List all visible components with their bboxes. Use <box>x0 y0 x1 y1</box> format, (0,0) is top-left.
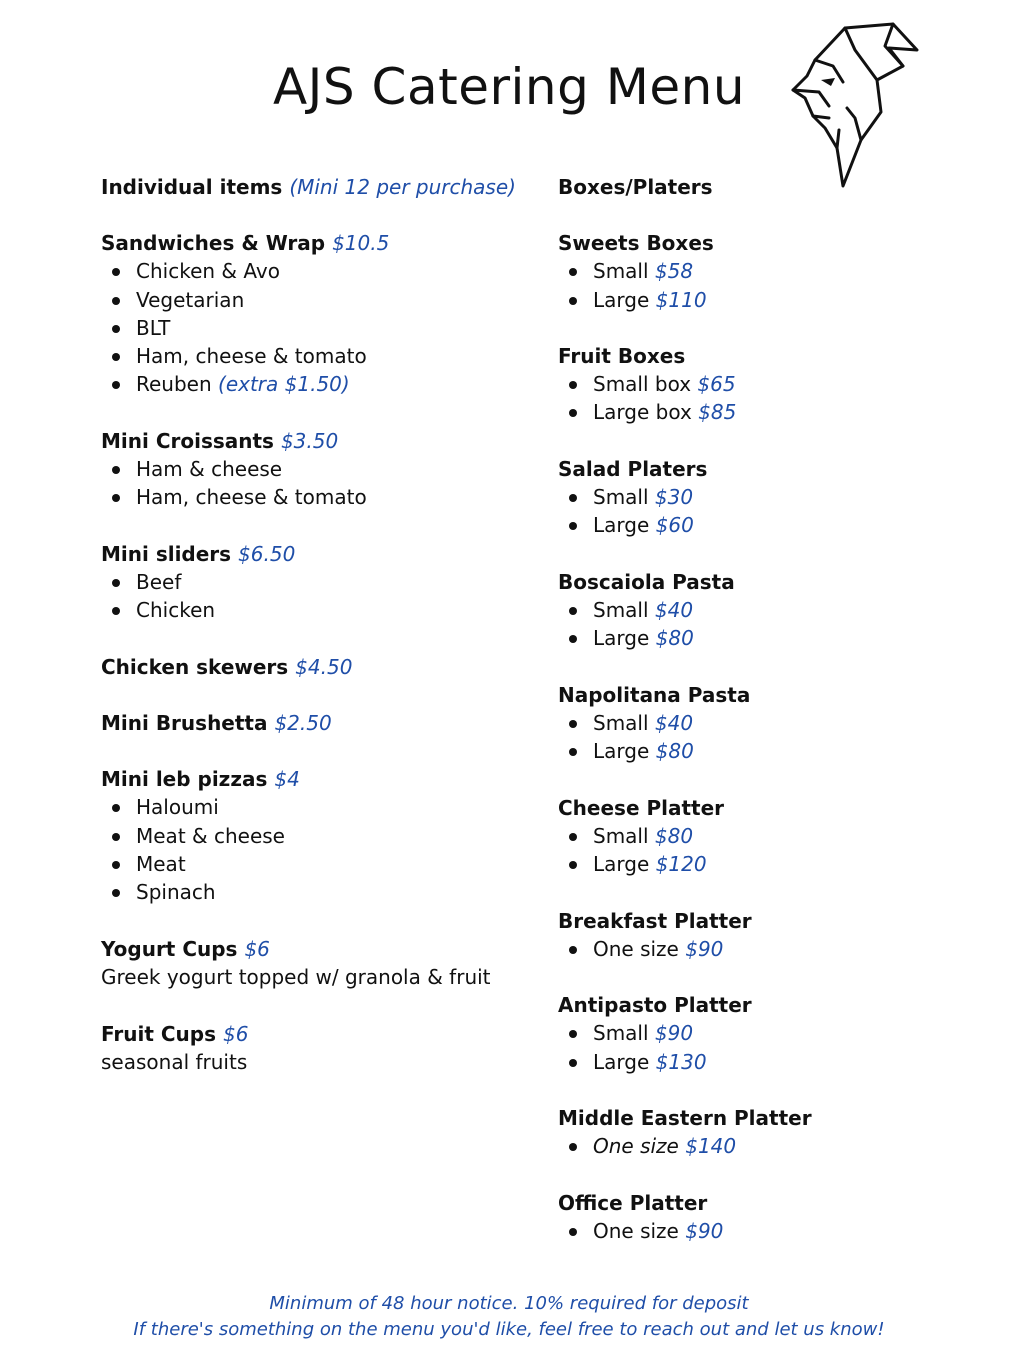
lion-head-icon <box>785 20 920 190</box>
menu-title: AJS Catering Menu <box>272 58 746 116</box>
section-heading: Salad Platers <box>558 457 708 482</box>
price: $60 <box>655 513 694 538</box>
individual-items-column <box>101 173 531 1076</box>
list-item: Large $120 <box>558 850 978 878</box>
price: $6 <box>222 1021 249 1046</box>
list-item: Large $80 <box>558 624 978 652</box>
section-heading: Office Platter <box>558 1190 708 1215</box>
price: $110 <box>655 287 707 312</box>
price: $80 <box>655 626 694 651</box>
price: $4 <box>274 767 300 792</box>
price: $40 <box>654 710 694 735</box>
list-item: Large $110 <box>558 286 978 314</box>
list-item: One size $90 <box>558 935 978 963</box>
list-item: Meat & cheese <box>101 822 531 850</box>
section-heading: Antipasto Platter <box>558 993 752 1018</box>
individual-items-note: (Mini 12 per purchase) <box>289 175 516 199</box>
list-item: Large $80 <box>558 737 978 765</box>
list-item: Large box $85 <box>558 398 978 426</box>
list-item: Small $40 <box>558 709 978 737</box>
boxes-platers-column <box>558 173 978 1245</box>
section-heading: Sandwiches & Wrap $10.5 <box>101 231 390 256</box>
price: $80 <box>655 739 694 764</box>
price: $40 <box>654 597 694 622</box>
list-item: Chicken & Avo <box>101 257 531 285</box>
price: $90 <box>685 936 724 961</box>
price: $80 <box>654 823 694 848</box>
footer-line-notice: Minimum of 48 hour notice. 10% required for deposit <box>269 1293 749 1314</box>
list-item: Vegetarian <box>101 286 531 314</box>
section-heading: Fruit Cups $6 <box>101 1021 249 1046</box>
price: $6 <box>244 936 270 961</box>
list-item: Small $90 <box>558 1019 978 1047</box>
price: $6.50 <box>238 541 296 566</box>
price: $120 <box>655 852 707 877</box>
item-description: seasonal fruits <box>101 1049 248 1074</box>
list-item: Small $58 <box>558 257 978 285</box>
price: (extra $1.50) <box>218 372 350 397</box>
list-item: Small $80 <box>558 822 978 850</box>
footer-line-contact: If there's something on the menu you'd like, feel free to reach out and let us know! <box>133 1319 885 1340</box>
list-item: Small $40 <box>558 596 978 624</box>
list-item: Haloumi <box>101 793 531 821</box>
price: $3.50 <box>280 429 339 454</box>
section-heading: Boscaiola Pasta <box>558 569 735 594</box>
list-item: Large $130 <box>558 1048 978 1076</box>
list-item: Ham, cheese & tomato <box>101 342 531 370</box>
section-heading: Chicken skewers $4.50 <box>101 654 353 679</box>
item-description: Greek yogurt topped w/ granola & fruit <box>101 964 491 989</box>
section-heading: Breakfast Platter <box>558 908 752 933</box>
footer-note <box>0 1291 1018 1343</box>
price: $90 <box>654 1021 694 1046</box>
list-item: Spinach <box>101 878 531 906</box>
price: $4.50 <box>295 654 353 679</box>
list-item: Small box $65 <box>558 370 978 398</box>
section-heading: Mini Brushetta $2.50 <box>101 711 332 736</box>
section-heading: Mini Croissants $3.50 <box>101 429 339 454</box>
list-item: Reuben (extra $1.50) <box>101 370 531 398</box>
price: $130 <box>655 1049 707 1074</box>
list-item: Large $60 <box>558 511 978 539</box>
section-heading: Middle Eastern Platter <box>558 1106 812 1131</box>
price: $65 <box>697 372 736 397</box>
list-item: BLT <box>101 314 531 342</box>
price: $140 <box>685 1134 737 1159</box>
section-heading: Cheese Platter <box>558 795 725 820</box>
list-item: Ham, cheese & tomato <box>101 483 531 511</box>
individual-items-heading: Individual items (Mini 12 per purchase) <box>101 175 516 199</box>
price: $30 <box>654 485 694 510</box>
list-item: Beef <box>101 568 531 596</box>
section-heading: Napolitana Pasta <box>558 682 751 707</box>
list-item: Ham & cheese <box>101 455 531 483</box>
list-item: Meat <box>101 850 531 878</box>
list-item: One size $90 <box>558 1217 978 1245</box>
price: $2.50 <box>274 711 332 736</box>
price: $85 <box>698 400 737 425</box>
section-heading: Mini leb pizzas $4 <box>101 767 300 792</box>
price: $58 <box>654 259 694 284</box>
price: $90 <box>685 1218 724 1243</box>
section-heading: Mini sliders $6.50 <box>101 541 296 566</box>
list-item: Chicken <box>101 596 531 624</box>
section-heading: Sweets Boxes <box>558 231 714 256</box>
section-heading: Fruit Boxes <box>558 344 686 369</box>
section-heading: Yogurt Cups $6 <box>101 936 270 961</box>
boxes-platers-heading: Boxes/Platers <box>558 175 713 199</box>
price: $10.5 <box>332 231 390 256</box>
list-item: Small $30 <box>558 483 978 511</box>
list-item: One size $140 <box>558 1132 978 1160</box>
